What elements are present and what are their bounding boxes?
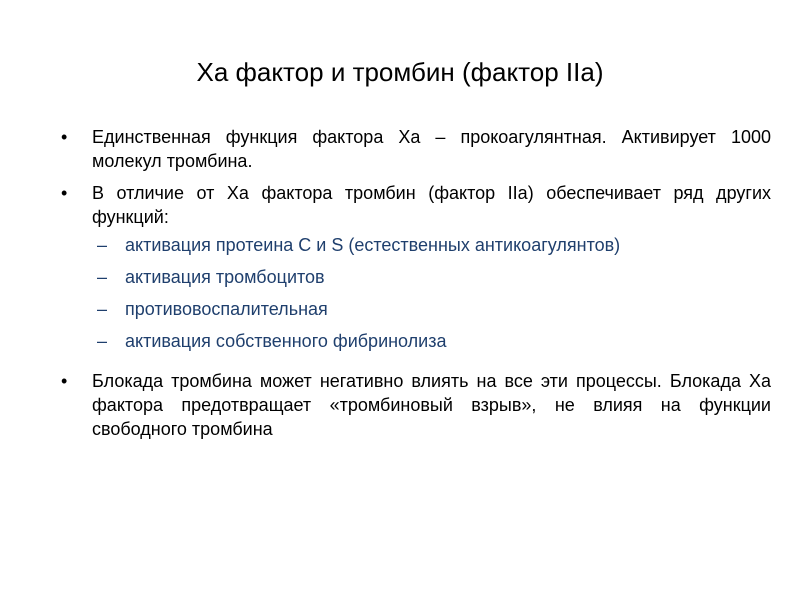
subitem-2 <box>61 265 771 297</box>
bullet-list <box>61 125 771 441</box>
bullet-text: В отличие от Xa фактора тромбин (фактор IIa) обеспечивает ряд других функций: <box>92 183 771 227</box>
subitem-text: противовоспалительная <box>125 299 328 319</box>
subitem-3 <box>61 297 771 329</box>
bullet-text: Единственная функция фактора Xa – прокоагулянтная. Активирует 1000 молекул тромбина. <box>92 127 771 171</box>
dash-marker: – <box>97 235 108 255</box>
slide-title: Xa фактор и тромбин (фактор IIa) <box>196 57 604 87</box>
subitem-4 <box>61 329 771 361</box>
bullet-marker: • <box>61 371 68 391</box>
subitem-text: активация собственного фибринолиза <box>125 331 447 351</box>
dash-marker: – <box>97 331 108 351</box>
dash-marker: – <box>97 299 108 319</box>
bullet-marker: • <box>61 127 68 147</box>
dash-marker: – <box>97 267 108 287</box>
bullet-marker: • <box>61 183 68 203</box>
subitem-text: активация тромбоцитов <box>125 267 325 287</box>
slide-content <box>61 125 771 449</box>
sublist <box>61 233 771 361</box>
subitem-1 <box>61 233 771 265</box>
bullet-item-1 <box>61 125 771 173</box>
sublist-container <box>61 233 771 361</box>
subitem-text: активация протеина С и S (естественных антикоагулянтов) <box>125 235 621 255</box>
bullet-item-2 <box>61 181 771 229</box>
bullet-item-3 <box>61 369 771 441</box>
bullet-text: Блокада тромбина может негативно влиять на все эти процессы. Блокада Xa фактора предотвращает «тромбиновый взрыв», не влияя на функции свободного тромбина <box>92 371 771 439</box>
